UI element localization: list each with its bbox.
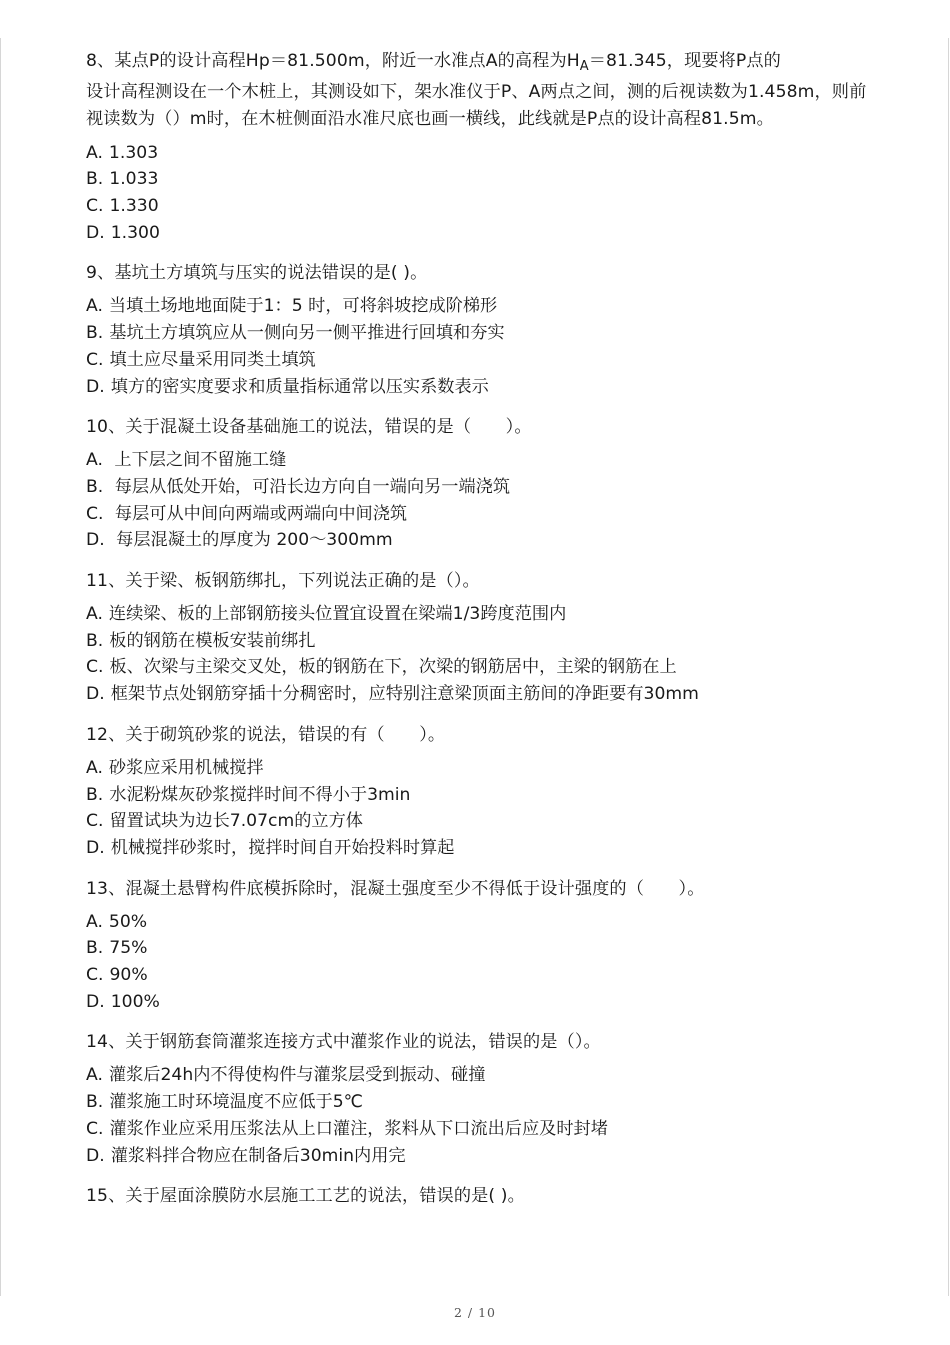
option-b [86,1089,876,1116]
option-letter: B. [86,323,104,344]
question-11 [86,568,876,708]
option-c [86,193,876,220]
option-text: 灌浆施工时环境温度不应低于5℃ [109,1092,363,1113]
option-text: 1.330 [109,196,159,216]
option-d [86,1143,876,1170]
option-letter: B. [86,630,104,651]
option-text: 每层混凝土的厚度为 200～300mm [110,530,393,551]
option-letter: C. [86,811,104,832]
question-9 [86,260,876,400]
question-11-stem: 11、关于梁、板钢筋绑扎，下列说法正确的是（）。 [86,571,480,592]
option-text: 填方的密实度要求和质量指标通常以压实系数表示 [110,376,489,397]
option-b [86,782,876,809]
option-c [86,962,876,989]
option-letter: B. [86,476,104,497]
option-letter: A. [86,1065,103,1086]
option-d [86,989,876,1016]
option-text: 1.300 [110,222,160,243]
option-c [86,654,876,681]
option-c [86,501,876,528]
question-8-stem [86,46,876,134]
question-8-subscript: A [579,59,589,74]
document-body [86,46,876,1224]
option-letter: D. [86,837,105,858]
page-number: 2 / 10 [453,1305,497,1320]
option-text: 每层可从中间向两端或两端向中间浇筑 [109,503,408,524]
option-text: 灌浆后24h内不得使构件与灌浆层受到振动、碰撞 [108,1065,486,1086]
question-8-first-line [86,46,876,76]
option-letter: A. [86,450,103,471]
option-a [86,140,876,167]
option-letter: C. [86,1118,104,1139]
option-d [86,220,876,247]
option-d [86,835,876,862]
option-a [86,755,876,782]
option-letter: C. [86,196,104,216]
option-letter: C. [86,349,104,370]
question-14-stem: 14、关于钢筋套筒灌浆连接方式中灌浆作业的说法，错误的是（）。 [86,1032,601,1053]
option-text: 100% [110,991,160,1012]
option-text: 连续梁、板的上部钢筋接头位置宜设置在梁端1/3跨度范围内 [108,604,567,625]
page-right-edge [948,38,949,1296]
question-10-stem: 10、关于混凝土设备基础施工的说法，错误的是（ ）。 [86,417,532,438]
page-left-edge [0,38,1,1296]
question-8-text-rest: 设计高程测设在一个木桩上，其测设如下，架水准仪于P、A两点之间，测的后视读数为1.458m，则前视读数为（）m时，在木桩侧面沿水准尺底也画一横线，此线就是P点的设计高程81.5m。 [86,82,867,130]
option-letter: D. [86,376,105,397]
option-letter: D. [86,991,105,1012]
option-text: 灌浆料拌合物应在制备后30min内用完 [110,1145,406,1166]
option-text: 机械搅拌砂浆时，搅拌时间自开始投料时算起 [110,837,455,858]
option-letter: B. [86,938,104,959]
option-letter: D. [86,1145,105,1166]
option-text: 填土应尽量采用同类土填筑 [109,349,316,370]
option-a [86,1062,876,1089]
option-text: 每层从低处开始，可沿长边方向自一端向另一端浇筑 [109,476,511,497]
option-text: 1.303 [108,142,159,163]
option-b [86,320,876,347]
option-c [86,808,876,835]
option-letter: D. [86,530,105,551]
option-text: 90% [109,965,148,986]
option-letter: C. [86,503,104,524]
option-a [86,293,876,320]
option-text: 当填土场地地面陡于1：5 时，可将斜坡挖成阶梯形 [108,296,498,317]
option-text: 板、次梁与主梁交叉处，板的钢筋在下，次梁的钢筋居中，主梁的钢筋在上 [109,657,677,678]
question-13-stem: 13、混凝土悬臂构件底模拆除时，混凝土强度至少不得低于设计强度的（ ）。 [86,878,705,899]
option-a [86,447,876,474]
option-letter: B. [86,1092,104,1113]
question-15 [86,1183,876,1210]
question-12 [86,722,876,862]
option-letter: A. [86,604,103,625]
option-text: 50% [108,911,148,932]
option-d [86,527,876,554]
option-letter: A. [86,142,103,163]
option-letter: B. [86,169,104,190]
question-8-text-b: ＝81.345，现要将P点的 [588,51,781,71]
question-15-stem: 15、关于屋面涂膜防水层施工工艺的说法，错误的是( )。 [86,1186,525,1207]
option-text: 板的钢筋在模板安装前绑扎 [109,630,316,651]
question-13 [86,876,876,1016]
option-text: 1.033 [109,169,159,190]
option-letter: D. [86,222,105,243]
option-text: 留置试块为边长7.07cm的立方体 [109,811,363,832]
option-letter: A. [86,757,103,778]
option-letter: C. [86,965,104,986]
option-d [86,681,876,708]
option-a [86,909,876,936]
question-12-stem: 12、关于砌筑砂浆的说法，错误的有（ ）。 [86,724,446,745]
question-9-stem: 9、基坑土方填筑与压实的说法错误的是( )。 [86,263,428,284]
option-text: 框架节点处钢筋穿插十分稠密时，应特别注意梁顶面主筋间的净距要有30mm [110,684,699,705]
option-text: 水泥粉煤灰砂浆搅拌时间不得小于3min [109,784,411,805]
question-8-text-a: 8、某点P的设计高程Hp＝81.500m，附近一水准点A的高程为H [86,51,580,71]
option-text: 上下层之间不留施工缝 [108,450,287,471]
option-text: 75% [109,938,148,959]
option-text: 基坑土方填筑应从一侧向另一侧平推进行回填和夯实 [109,323,505,344]
option-text: 灌浆作业应采用压浆法从上口灌注，浆料从下口流出后应及时封堵 [109,1118,608,1139]
option-b [86,474,876,501]
option-b [86,935,876,962]
option-a [86,601,876,628]
option-letter: C. [86,657,104,678]
option-c [86,347,876,374]
question-14 [86,1029,876,1169]
question-10 [86,414,876,554]
option-letter: B. [86,784,104,805]
option-text: 砂浆应采用机械搅拌 [108,757,264,778]
option-b [86,628,876,655]
option-c [86,1116,876,1143]
option-d [86,374,876,401]
option-letter: A. [86,296,103,317]
option-letter: A. [86,911,103,932]
question-8 [86,46,876,246]
option-b [86,166,876,193]
option-letter: D. [86,684,105,705]
